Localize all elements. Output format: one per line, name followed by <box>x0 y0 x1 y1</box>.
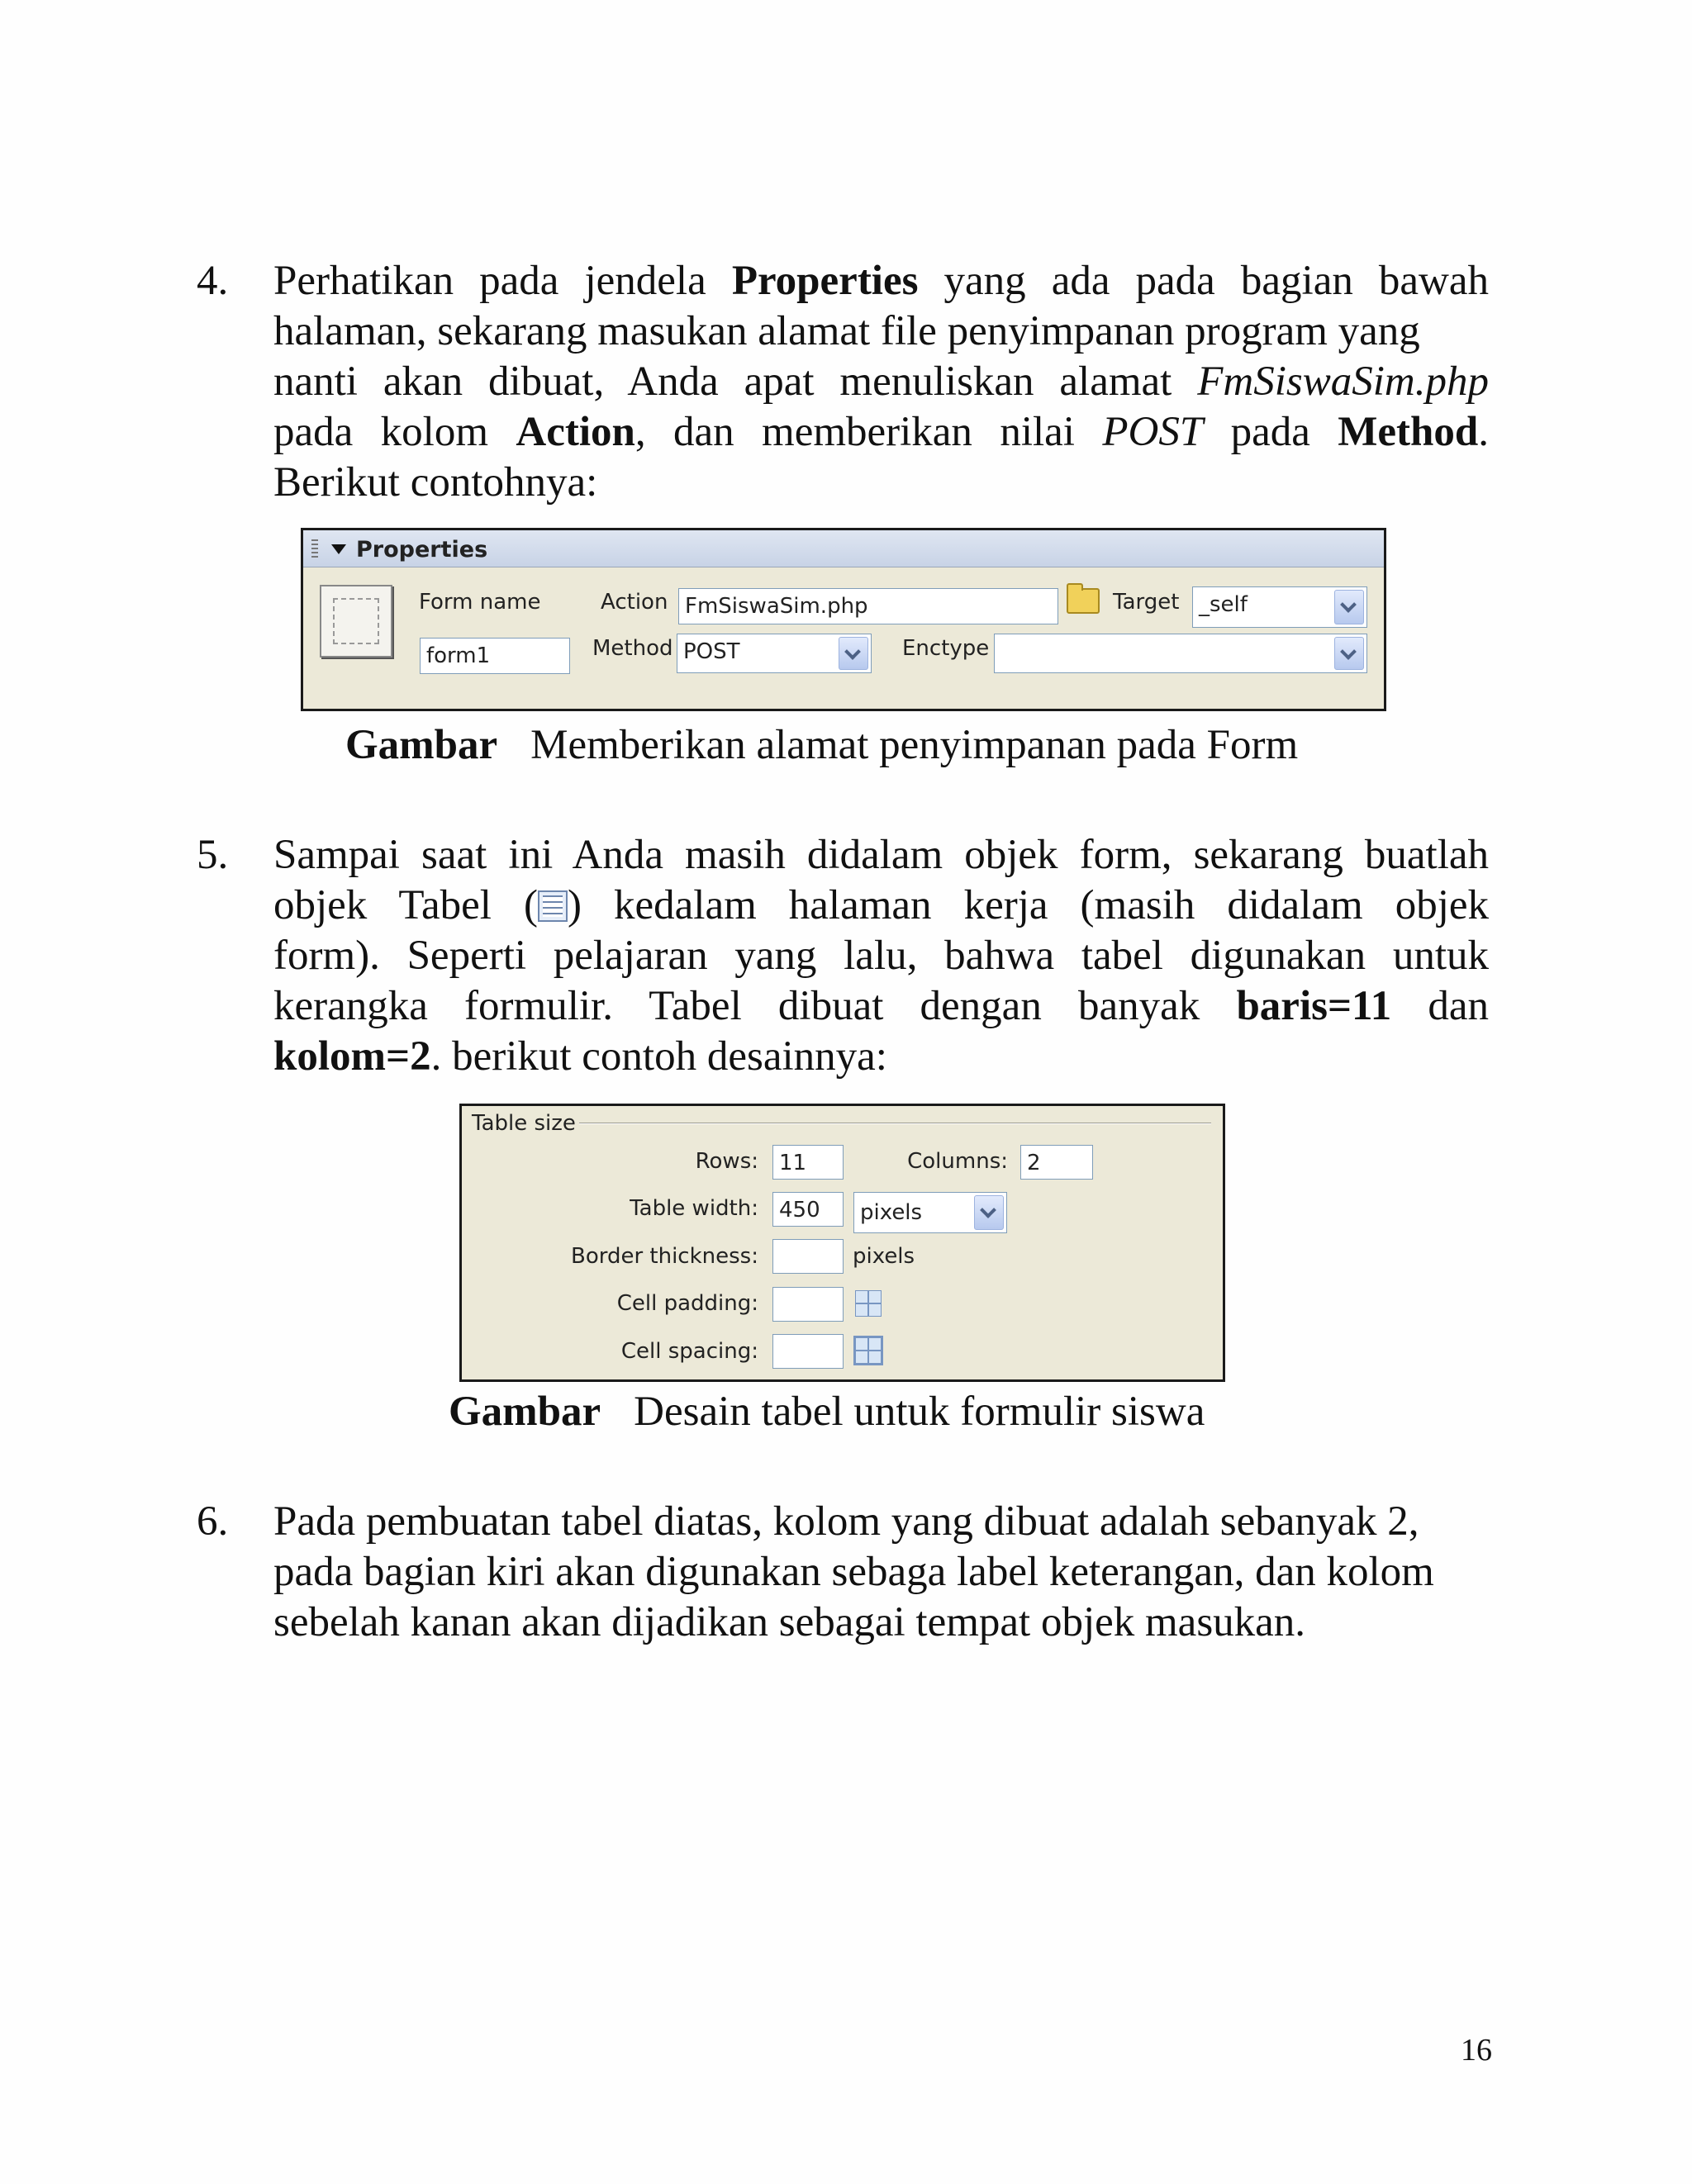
width-unit-select[interactable] <box>853 1192 1007 1233</box>
target-label: Target <box>1113 590 1180 615</box>
method-value: POST <box>683 639 740 664</box>
method-label: Method <box>592 636 673 661</box>
border-unit-label: pixels <box>853 1244 915 1269</box>
form-name-label: Form name <box>419 590 541 615</box>
cell-spacing-input[interactable] <box>772 1334 844 1369</box>
cell-padding-label: Cell padding: <box>616 1291 758 1316</box>
table-width-label: Table width: <box>630 1196 758 1221</box>
rows-label: Rows: <box>695 1149 758 1174</box>
step-5-line-1: Sampai saat ini Anda masih didalam objek form, sekarang buatlah <box>273 832 1489 878</box>
table-width-input[interactable]: 450 <box>772 1192 844 1227</box>
target-value: _self <box>1199 592 1248 617</box>
step-4-line-4: pada kolom Action, dan memberikan nilai POST pada Method. <box>273 409 1489 455</box>
form-name-input[interactable]: form1 <box>420 638 570 674</box>
step-5-line-5: kolom=2. berikut contoh desainnya: <box>273 1033 887 1080</box>
method-select[interactable] <box>677 634 872 673</box>
columns-label: Columns: <box>907 1149 1008 1174</box>
step-number: 5. <box>197 832 229 878</box>
action-input[interactable]: FmSiswaSim.php <box>678 588 1058 624</box>
properties-titlebar[interactable] <box>303 530 1384 567</box>
border-thickness-label: Border thickness: <box>570 1244 758 1269</box>
step-5-line-3: form). Seperti pelajaran yang lalu, bahwa tabel digunakan untuk <box>273 933 1489 979</box>
step-4-line-2: halaman, sekarang masukan alamat file penyimpanan program yang <box>273 308 1420 354</box>
chevron-down-icon[interactable] <box>1334 590 1364 624</box>
caption-2: Gambar Desain tabel untuk formulir siswa <box>449 1389 1205 1435</box>
table-size-panel <box>459 1104 1225 1382</box>
enctype-select[interactable] <box>994 634 1367 673</box>
cell-spacing-label: Cell spacing: <box>620 1339 758 1364</box>
cell-padding-icon <box>855 1290 882 1317</box>
page-number: 16 <box>1461 2033 1492 2068</box>
enctype-label: Enctype <box>902 636 990 661</box>
width-unit-value: pixels <box>860 1200 923 1225</box>
cell-padding-input[interactable] <box>772 1287 844 1322</box>
target-select[interactable] <box>1192 586 1367 628</box>
step-5-line-4: kerangka formulir. Tabel dibuat dengan banyak baris=11 dan <box>273 983 1490 1029</box>
step-6-line-2: pada bagian kiri akan digunakan sebaga label keterangan, dan kolom <box>273 1549 1434 1595</box>
action-label: Action <box>601 590 668 615</box>
columns-input[interactable]: 2 <box>1020 1145 1093 1180</box>
table-size-legend: Table size <box>472 1111 576 1136</box>
step-4-line-5: Berikut contohnya: <box>273 459 598 506</box>
rows-input[interactable]: 11 <box>772 1145 844 1180</box>
step-6-line-3: sebelah kanan akan dijadikan sebagai tempat objek masukan. <box>273 1599 1306 1645</box>
step-number: 4. <box>197 258 229 304</box>
panel-title: Properties <box>356 537 488 563</box>
step-5-line-2: objek Tabel ( ) kedalam halaman kerja (masih didalam objek <box>273 882 1490 928</box>
divider <box>579 1123 1211 1124</box>
properties-panel <box>301 528 1386 711</box>
chevron-down-icon[interactable] <box>839 637 868 670</box>
step-4-line-1: Perhatikan pada jendela Properties yang ada pada bagian bawah <box>273 258 1489 304</box>
folder-icon[interactable] <box>1067 588 1100 614</box>
collapse-triangle-icon[interactable] <box>331 544 346 554</box>
step-4-line-3: nanti akan dibuat, Anda apat menuliskan alamat FmSiswaSim.php <box>273 358 1489 405</box>
form-icon <box>320 585 392 658</box>
table-icon <box>538 890 568 922</box>
cell-spacing-icon <box>853 1336 883 1365</box>
step-number: 6. <box>197 1498 229 1545</box>
grip-icon[interactable] <box>311 539 318 559</box>
chevron-down-icon[interactable] <box>974 1195 1004 1230</box>
border-thickness-input[interactable] <box>772 1239 844 1274</box>
step-6-line-1: Pada pembuatan tabel diatas, kolom yang dibuat adalah sebanyak 2, <box>273 1498 1419 1545</box>
chevron-down-icon[interactable] <box>1334 637 1364 670</box>
caption-1: Gambar Memberikan alamat penyimpanan pada Form <box>345 722 1299 768</box>
